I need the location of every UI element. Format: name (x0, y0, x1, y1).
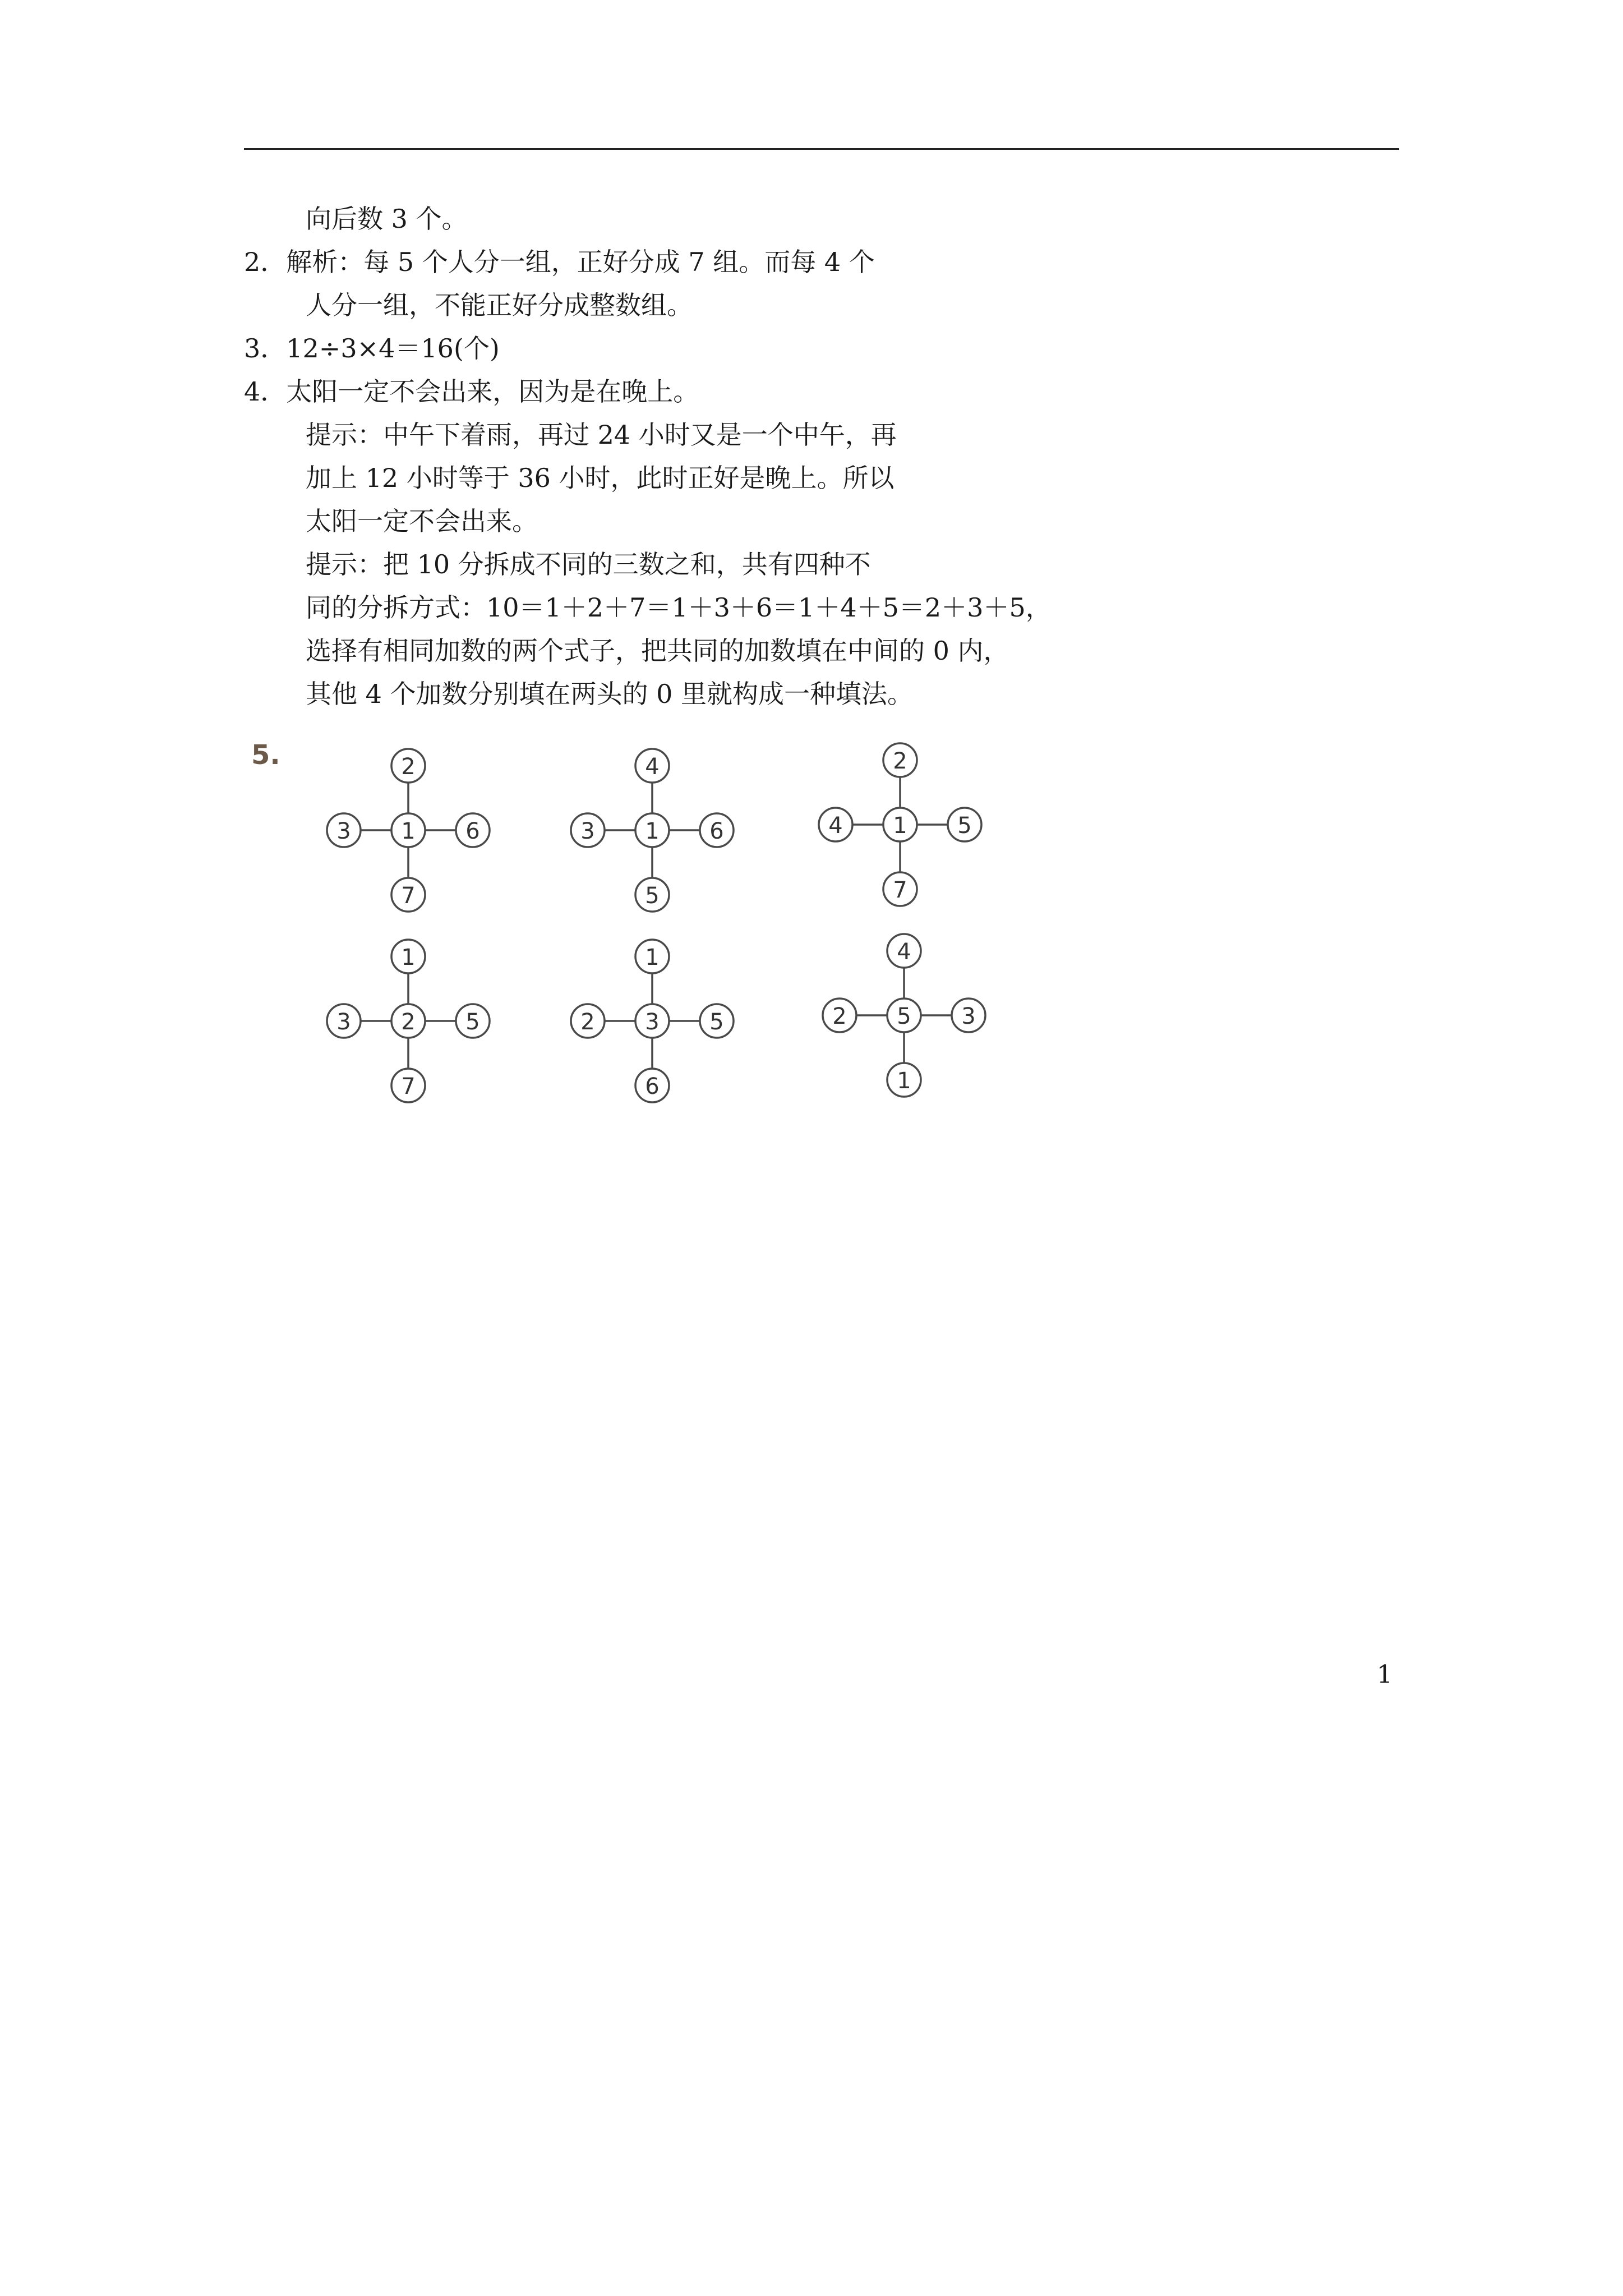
center-node-number: 5 (897, 1004, 911, 1029)
left-node-number: 2 (832, 1004, 847, 1029)
center-node-number: 3 (645, 1009, 660, 1035)
text-line: 加上 12 小时等于 36 小时，此时正好是晚上。所以 (306, 463, 895, 493)
right-node-number: 5 (709, 1009, 724, 1035)
text-line: 向后数 3 个。 (306, 204, 468, 234)
text-line: 选择有相同加数的两个式子，把共同的加数填在中间的 0 内， (306, 636, 1009, 666)
cross-diagram (823, 934, 985, 1097)
bottom-node-number: 5 (645, 883, 660, 909)
cross-diagram (571, 940, 734, 1102)
right-node-number: 3 (961, 1004, 976, 1029)
cross-diagram (327, 749, 490, 912)
hint-line: 提示：中午下着雨，再过 24 小时又是一个中午，再 (306, 420, 897, 450)
cross-diagram (327, 940, 490, 1102)
top-node-number: 2 (401, 754, 416, 780)
text-line: 人分一组，不能正好分成整数组。 (306, 290, 693, 320)
center-node-number: 1 (893, 813, 907, 839)
top-node-number: 4 (645, 754, 660, 780)
answer-3-line: 3．12÷3×4＝16(个) (244, 333, 500, 364)
top-node-number: 1 (401, 945, 416, 970)
right-node-number: 6 (465, 818, 480, 844)
answer-4-line: 4．太阳一定不会出来，因为是在晚上。 (244, 376, 699, 407)
page-number: 1 (1377, 1660, 1393, 1689)
cross-diagram (819, 743, 981, 906)
bottom-node-number: 7 (401, 883, 416, 909)
center-node-number: 2 (401, 1009, 416, 1035)
answer-2-line: 2．解析：每 5 个人分一组，正好分成 7 组。而每 4 个 (244, 247, 875, 277)
bottom-node-number: 7 (893, 877, 907, 903)
problem-5-label: 5. (251, 739, 280, 771)
center-node-number: 1 (645, 818, 660, 844)
center-node-number: 1 (401, 818, 416, 844)
bottom-node-number: 1 (897, 1068, 911, 1094)
left-node-number: 3 (580, 818, 595, 844)
right-node-number: 5 (957, 813, 972, 839)
text-line: 太阳一定不会出来。 (306, 506, 538, 536)
left-node-number: 3 (336, 1009, 351, 1035)
text-line: 同的分拆方式：10＝1＋2＋7＝1＋3＋6＝1＋4＋5＝2＋3＋5， (306, 592, 1052, 623)
left-node-number: 3 (336, 818, 351, 844)
top-node-number: 4 (897, 939, 911, 965)
bottom-node-number: 7 (401, 1074, 416, 1099)
right-node-number: 6 (709, 818, 724, 844)
left-node-number: 4 (828, 813, 843, 839)
right-node-number: 5 (465, 1009, 480, 1035)
left-node-number: 2 (580, 1009, 595, 1035)
cross-diagram (571, 749, 734, 912)
top-node-number: 1 (645, 945, 660, 970)
bottom-node-number: 6 (645, 1074, 660, 1099)
text-line: 其他 4 个加数分别填在两头的 0 里就构成一种填法。 (306, 679, 914, 709)
top-node-number: 2 (893, 748, 907, 774)
hint-line: 提示：把 10 分拆成不同的三数之和，共有四种不 (306, 549, 871, 579)
